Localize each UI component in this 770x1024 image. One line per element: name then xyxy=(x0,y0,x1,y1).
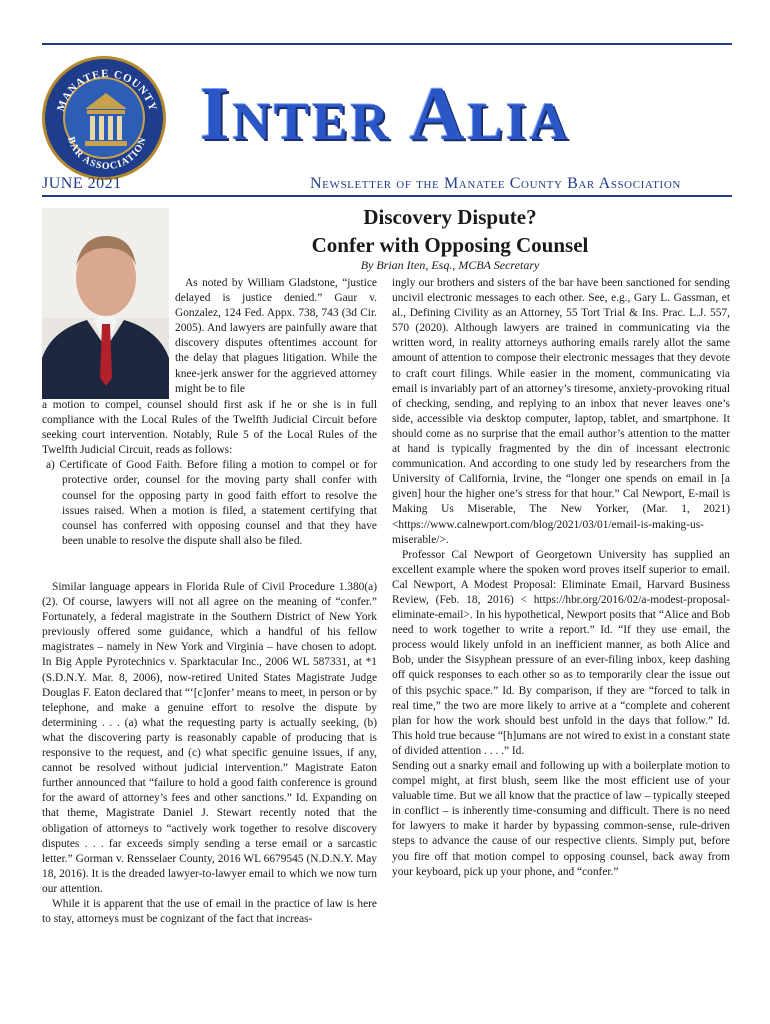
svg-text:MANATEE COUNTY xyxy=(55,68,159,113)
paragraph-intro: As noted by William Gladstone, “justice delayed is justice denied.” Gaur v. Gonzalez, 124 Fed. Appx. 738, 743 (3d Cir. 2005). And lawyers are painfully aware that discovery disputes oftentimes account for the delay that plagues litigation. While the knee-jerk answer for the aggrieved attorney might be to file xyxy=(175,277,377,395)
rule-5-quote: a) Certificate of Good Faith. Before filing a motion to compel or for protective order, counsel for the moving party shall confer with counsel for the opposing party in good faith effort to resolve the issues raised. When a motion is filed, a statement certifying that counsel has conferred with opposing counsel and that they have been unable to resolve the dispute shall also be filed. xyxy=(46,459,377,547)
article-byline: By Brian Iten, Esq., MCBA Secretary xyxy=(360,258,540,272)
paragraph-conclusion: Sending out a snarky email and following up with a boilerplate motion to compel might, at first blush, seem like the most efficient use of your valuable time. But we all know that the practice of law – typically steeped in conflict – is inherently time-consuming and difficult. There is no need for lawyers to make it harder by bypassing common-sense, rule-driven steps to advance the cause of our respective clients. Simply put, before you fire off that motion compel to opposing counsel, back away from your keyboard, pick up your phone, and “confer.” xyxy=(392,760,730,878)
author-portrait-image xyxy=(42,208,169,399)
header-rule xyxy=(42,195,732,197)
headline-line-1: Discovery Dispute? xyxy=(363,205,537,229)
body-text-beside-photo xyxy=(175,276,377,397)
paragraph-uncivil-emails: ingly our brothers and sisters of the bar have been sanctioned for sending uncivil electronic messages to each other. See, e.g., Gary L. Gassman, et al., Defining Civility as an Attorney, 55 Tort Trial & Ins. Prac. L.J. 557, 570 (2020). Although lawyers are trained in communicating via the written word, in reality attorneys authoring emails rarely allot the same amount of attention to compose their electronic messages that they devote to craft court filings. While easier in the moment, communicating via email is invariably part of an attorney’s tiresome, anxiety-provoking ritual of checking, sending, and replying to an inbox that never leaves one’s side, accessible via desktop computer, laptop, tablet, and smartphone. It should come as no surprise that the email author’s attention to the matter at hand is typically fragmented by the din of incessant electronic communication. And according to one study led by researchers from the University of California, Irvine, the “longer one spends on email in [a given] hour the higher one’s stress for that hour.” Cal Newport, E-mail is Making Us Miserable, The New Yorker, (Mar. 1, 2021) <https://www.calnewport.com/blog/2021/03/01/email-is-making-us-miserable/>. xyxy=(392,277,730,546)
paragraph-email-intro: While it is apparent that the use of email in the practice of law is here to stay, attorneys must be cognizant of the fact that increas- xyxy=(42,897,377,926)
body-text-left-lower xyxy=(42,580,377,927)
body-text-left-mid xyxy=(42,398,377,549)
paragraph-newport-example: Professor Cal Newport of Georgetown University has supplied an excellent example where the spoken word proves itself superior to email. Cal Newport, A Modest Proposal: Eliminate Email, Harvard Business Review, (Feb. 18, 2016) < https://hbr.org/2016/02/a-modest-proposal-eliminate-email>. In his hypothetical, Newport posits that “Alice and Bob need to work together to write a report.” Id. “If they use email, the process would likely unfold in an inefficient manner, as both Alice and Bob, under the Sisyphean pressure of an ever-filing inbox, keep dashing off quick responses to each other so as to temporarily clear the issue out of this psychic space.” Id. By comparison, if they are “forced to talk in real time,” the two are more likely to arrive at a “complete and coherent plan for how the work should best unfold in the days that follow.” Id. This hold true because “[h]umans are not wired to exist in a constant state of divided attention . . . .” Id. xyxy=(392,548,730,757)
headline-line-2: Confer with Opposing Counsel xyxy=(311,233,589,257)
seal-lettering xyxy=(45,59,169,183)
author-photo xyxy=(42,208,169,399)
body-text-right-column xyxy=(392,276,730,880)
masthead-title: Inter Alia xyxy=(200,72,571,156)
bar-association-seal-logo xyxy=(42,56,166,180)
paragraph-confer-meaning: Similar language appears in Florida Rule of Civil Procedure 1.380(a)(2). Of course, lawyers will not all agree on the meaning of “confer.” Fortunately, a federal magistrate in the Southern District of New York previously offered some guidance, which a handful of his fellow magistrates – namely in New York and Virginia – have chosen to adopt. In Big Apple Pyrotechnics v. Sparktacular Inc., 2006 WL 587331, at *1 (S.D.N.Y. Mar. 8, 2006), now-retired United States Magistrate Judge Douglas F. Eaton declared that “‘[c]onfer’ means to meet, in person or by telephone, and make a genuine effort to resolve the dispute by determining . . . (a) what the requesting party is actually seeking, (b) what the discovering party is reasonably capable of producing that is responsive to the request, and (c) what specific genuine issues, if any, cannot be resolved without judicial intervention.” Magistrate Eaton further announced that “failure to hold a good faith conference is ground for the award of attorney’s fees and other sanctions.” Id. Expanding on that theme, Magistrate Daniel J. Stewart recently noted that the obligation of attorneys to “actively work together to resolve discovery disputes . . . far exceeds simply sending a terse email or a sarcastic letter.” Gorman v. Rensselaer County, 2016 WL 6679545 (N.D.N.Y. May 18, 2016). It is the dreaded lawyer-to-lawyer email to which we now turn our attention. xyxy=(42,581,377,895)
svg-text:BAR ASSOCIATION xyxy=(65,135,149,172)
seal-bottom-text: BAR ASSOCIATION xyxy=(64,135,150,173)
masthead xyxy=(200,64,760,164)
seal-top-text: MANATEE COUNTY xyxy=(55,67,159,113)
newsletter-tagline: Newsletter of the Manatee County Bar Association xyxy=(310,175,681,192)
top-rule xyxy=(42,43,732,45)
issue-date: JUNE 2021 xyxy=(42,175,122,192)
article-headline xyxy=(250,203,650,259)
paragraph-local-rules: a motion to compel, counsel should first ask if he or she is in full compliance with the Local Rules of the Twelfth Judicial Circuit before seeking court intervention. Notably, Rule 5 of the Local Rules of the Twelfth Judicial Circuit, reads as follows: xyxy=(42,399,377,457)
